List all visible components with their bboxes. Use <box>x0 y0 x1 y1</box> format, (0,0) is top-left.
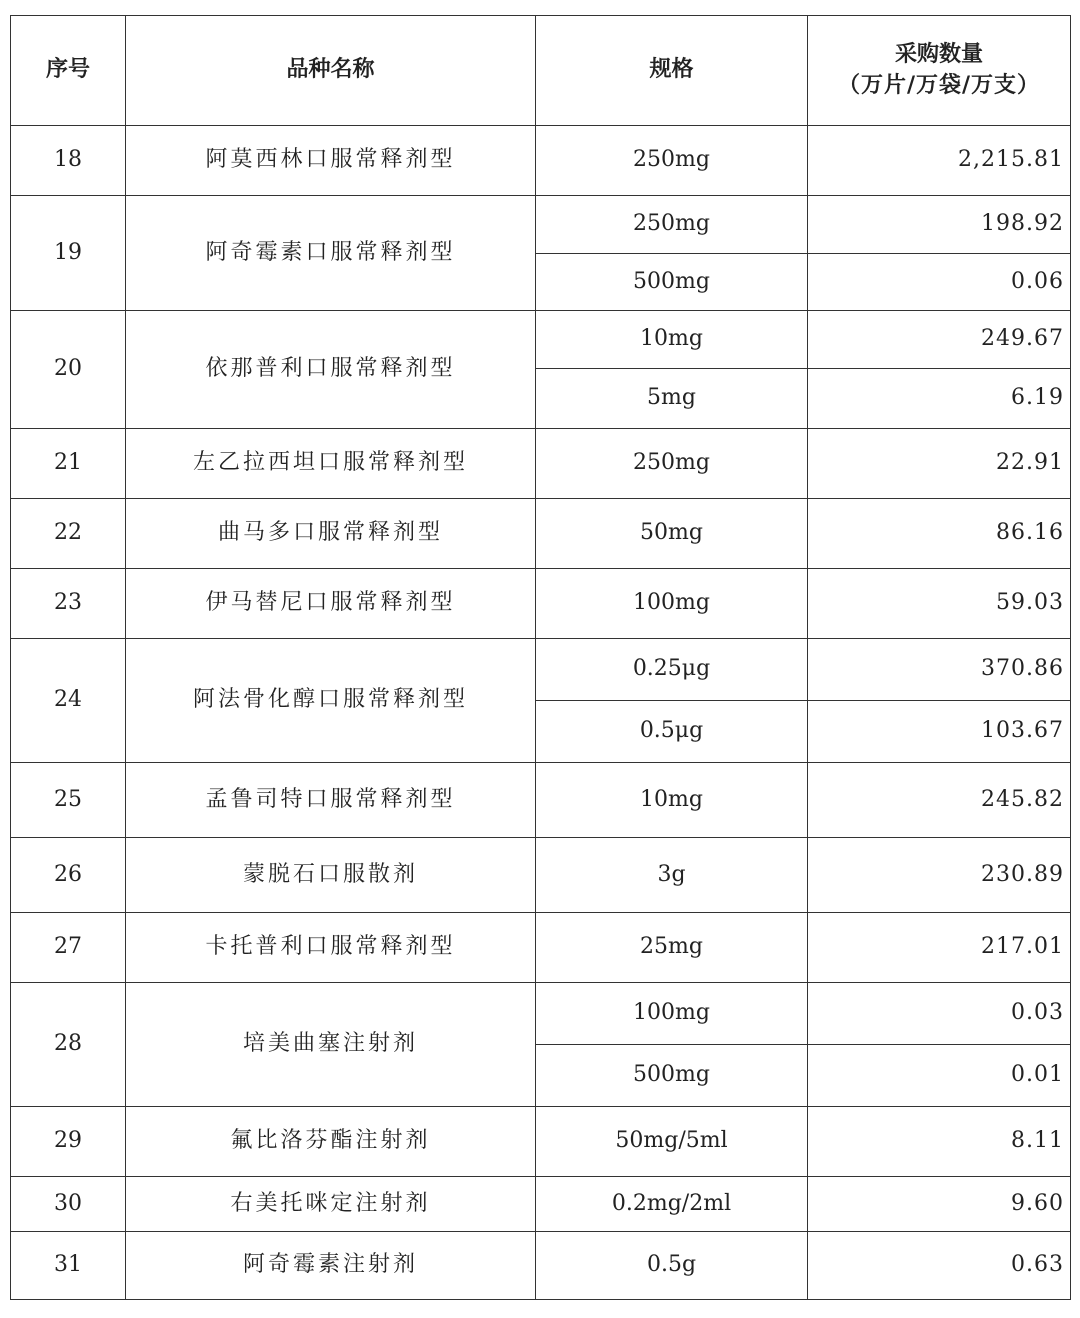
cell-drug-name: 孟鲁司特口服常释剂型 <box>126 763 536 838</box>
cell-no: 22 <box>11 499 126 569</box>
cell-quantity: 370.86 <box>808 639 1071 701</box>
cell-no: 24 <box>11 639 126 763</box>
cell-spec: 3g <box>536 838 808 913</box>
cell-no: 28 <box>11 983 126 1107</box>
cell-spec: 100mg <box>536 569 808 639</box>
table-row <box>11 838 1071 913</box>
cell-drug-name: 曲马多口服常释剂型 <box>126 499 536 569</box>
table-row <box>11 639 1071 701</box>
cell-quantity: 6.19 <box>808 369 1071 429</box>
cell-quantity: 0.03 <box>808 983 1071 1045</box>
cell-drug-name: 培美曲塞注射剂 <box>126 983 536 1107</box>
cell-spec: 0.5μg <box>536 701 808 763</box>
cell-spec: 10mg <box>536 311 808 369</box>
header-row <box>11 16 1071 126</box>
cell-spec: 250mg <box>536 429 808 499</box>
table-row <box>11 983 1071 1045</box>
table-row <box>11 196 1071 254</box>
cell-drug-name: 阿奇霉素口服常释剂型 <box>126 196 536 311</box>
header-qty-title: 采购数量 <box>894 42 983 68</box>
cell-quantity: 217.01 <box>808 913 1071 983</box>
cell-spec: 250mg <box>536 196 808 254</box>
cell-quantity: 22.91 <box>808 429 1071 499</box>
cell-spec: 5mg <box>536 369 808 429</box>
table-row <box>11 569 1071 639</box>
table-row <box>11 429 1071 499</box>
cell-drug-name: 阿法骨化醇口服常释剂型 <box>126 639 536 763</box>
cell-quantity: 0.06 <box>808 254 1071 311</box>
cell-no: 30 <box>11 1177 126 1232</box>
cell-quantity: 2,215.81 <box>808 126 1071 196</box>
cell-quantity: 0.63 <box>808 1232 1071 1300</box>
cell-quantity: 0.01 <box>808 1045 1071 1107</box>
cell-no: 18 <box>11 126 126 196</box>
cell-quantity: 249.67 <box>808 311 1071 369</box>
cell-drug-name: 依那普利口服常释剂型 <box>126 311 536 429</box>
cell-spec: 0.5g <box>536 1232 808 1300</box>
table-row <box>11 1177 1071 1232</box>
table-row <box>11 311 1071 369</box>
cell-spec: 10mg <box>536 763 808 838</box>
cell-spec: 250mg <box>536 126 808 196</box>
cell-spec: 100mg <box>536 983 808 1045</box>
cell-spec: 50mg/5ml <box>536 1107 808 1177</box>
table-row <box>11 1232 1071 1300</box>
cell-spec: 50mg <box>536 499 808 569</box>
procurement-table <box>10 15 1071 1300</box>
cell-drug-name: 伊马替尼口服常释剂型 <box>126 569 536 639</box>
cell-no: 31 <box>11 1232 126 1300</box>
cell-no: 20 <box>11 311 126 429</box>
header-no: 序号 <box>11 16 126 126</box>
table-row <box>11 1107 1071 1177</box>
cell-no: 23 <box>11 569 126 639</box>
cell-drug-name: 卡托普利口服常释剂型 <box>126 913 536 983</box>
header-qty <box>808 16 1071 126</box>
cell-drug-name: 右美托咪定注射剂 <box>126 1177 536 1232</box>
cell-quantity: 245.82 <box>808 763 1071 838</box>
cell-spec: 0.25μg <box>536 639 808 701</box>
cell-no: 21 <box>11 429 126 499</box>
cell-no: 29 <box>11 1107 126 1177</box>
cell-no: 26 <box>11 838 126 913</box>
cell-quantity: 59.03 <box>808 569 1071 639</box>
cell-quantity: 230.89 <box>808 838 1071 913</box>
procurement-table-container <box>10 15 1071 1300</box>
table-row <box>11 763 1071 838</box>
table-body <box>11 126 1071 1300</box>
cell-quantity: 103.67 <box>808 701 1071 763</box>
cell-drug-name: 蒙脱石口服散剂 <box>126 838 536 913</box>
cell-spec: 500mg <box>536 254 808 311</box>
cell-spec: 25mg <box>536 913 808 983</box>
cell-quantity: 198.92 <box>808 196 1071 254</box>
header-name: 品种名称 <box>126 16 536 126</box>
cell-quantity: 86.16 <box>808 499 1071 569</box>
table-row <box>11 126 1071 196</box>
header-spec: 规格 <box>536 16 808 126</box>
cell-drug-name: 阿莫西林口服常释剂型 <box>126 126 536 196</box>
cell-drug-name: 阿奇霉素注射剂 <box>126 1232 536 1300</box>
cell-spec: 0.2mg/2ml <box>536 1177 808 1232</box>
cell-spec: 500mg <box>536 1045 808 1107</box>
cell-no: 19 <box>11 196 126 311</box>
cell-quantity: 9.60 <box>808 1177 1071 1232</box>
cell-no: 25 <box>11 763 126 838</box>
header-qty-unit: （万片/万袋/万支） <box>837 72 1041 98</box>
cell-drug-name: 氟比洛芬酯注射剂 <box>126 1107 536 1177</box>
cell-drug-name: 左乙拉西坦口服常释剂型 <box>126 429 536 499</box>
table-row <box>11 913 1071 983</box>
cell-quantity: 8.11 <box>808 1107 1071 1177</box>
cell-no: 27 <box>11 913 126 983</box>
table-row <box>11 499 1071 569</box>
